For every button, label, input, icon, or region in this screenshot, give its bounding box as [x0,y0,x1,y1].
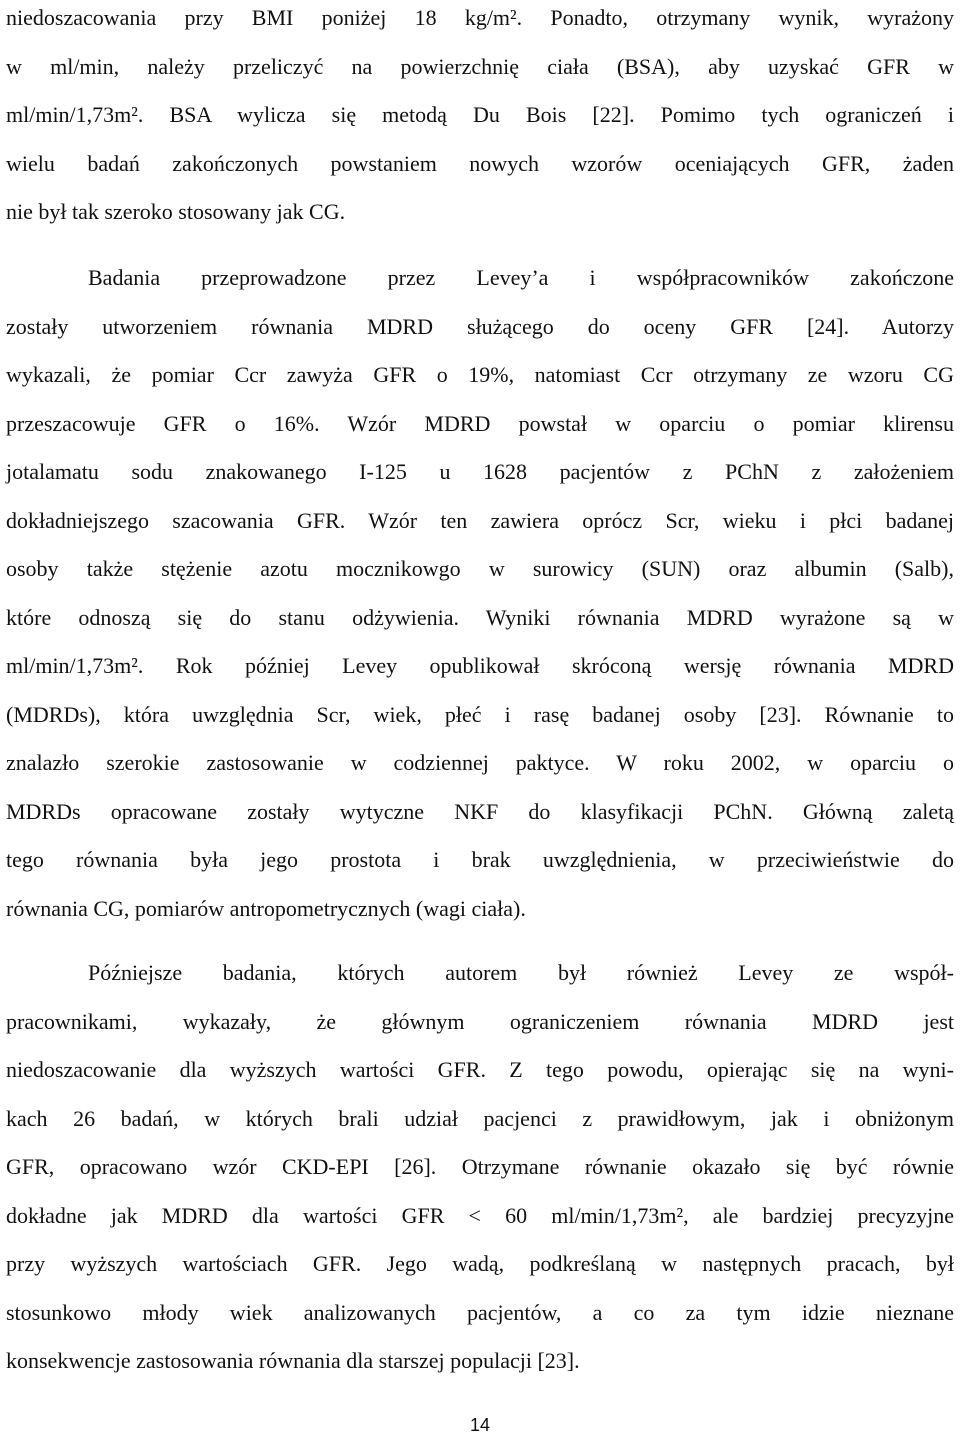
text-line: niedoszacowania przy BMI poniżej 18 kg/m². Ponadto, otrzymany wynik, wyrażony [6,5,954,30]
paragraph-3 [6,949,954,1386]
text-line: tego równania była jego prostota i brak uwzględnienia, w przeciwieństwie do [6,847,954,872]
page-number: 14 [469,1415,491,1435]
text-line: (MDRDs), która uwzględnia Scr, wiek, płeć i rasę badanej osoby [23]. Równanie to [6,701,954,727]
text-line: osoby także stężenie azotu mocznikowgo w surowicy (SUN) oraz albumin (Salb), [6,556,954,581]
text-line: wykazali, że pomiar Ccr zawyża GFR o 19%, natomiast Ccr otrzymany ze wzoru CG [6,362,954,387]
text-line: wielu badań zakończonych powstaniem nowych wzorów oceniających GFR, żaden [6,150,954,176]
text-line: stosunkowo młody wiek analizowanych pacjentów, a co za tym idzie nieznane [6,1299,954,1325]
text-line: dokładne jak MDRD dla wartości GFR < 60 ml/min/1,73m², ale bardziej precyzyjne [6,1202,954,1228]
text-line: GFR, opracowano wzór CKD-EPI [26]. Otrzymane równanie okazało się być równie [6,1154,954,1179]
text-line: dokładniejszego szacowania GFR. Wzór ten zawiera oprócz Scr, wieku i płci badanej [6,507,954,533]
paragraph-2 [6,254,954,933]
text-line: kach 26 badań, w których brali udział pacjenci z prawidłowym, jak i obniżonym [6,1105,954,1131]
text-line: które odnoszą się do stanu odżywienia. Wyniki równania MDRD wyrażone są w [6,604,954,630]
text-line: konsekwencje zastosowania równania dla starszej populacji [23]. [6,1348,580,1373]
text-line: pracownikami, wykazały, że głównym ograniczeniem równania MDRD jest [6,1008,954,1034]
text-line: MDRDs opracowane zostały wytyczne NKF do klasyfikacji PChN. Główną zaletą [6,798,954,824]
paragraph-1 [6,0,954,237]
text-line: równania CG, pomiarów antropometrycznych (wagi ciała). [6,895,526,921]
text-line: Badania przeprowadzone przez Levey’a i współpracowników zakończone [88,265,954,290]
text-line: zostały utworzeniem równania MDRD służącego do oceny GFR [24]. Autorzy [6,313,954,339]
text-line: ml/min/1,73m². BSA wylicza się metodą Du Bois [22]. Pomimo tych ograniczeń i [6,102,954,127]
text-line: znalazło szerokie zastosowanie w codziennej paktyce. W roku 2002, w oparciu o [6,750,954,775]
text-line: niedoszacowanie dla wyższych wartości GFR. Z tego powodu, opierając się na wyni- [6,1057,954,1082]
text-line: ml/min/1,73m². Rok później Levey opublikował skróconą wersję równania MDRD [6,653,954,678]
text-line: jotalamatu sodu znakowanego I-125 u 1628 pacjentów z PChN z założeniem [6,459,954,484]
text-line: nie był tak szeroko stosowany jak CG. [6,199,346,224]
text-line: w ml/min, należy przeliczyć na powierzchnię ciała (BSA), aby uzyskać GFR w [6,53,954,79]
text-line: przy wyższych wartościach GFR. Jego wadą, podkreślaną w następnych pracach, był [6,1251,954,1276]
text-line: Późniejsze badania, których autorem był również Levey ze współ- [88,960,954,985]
text-line: przeszacowuje GFR o 16%. Wzór MDRD powstał w oparciu o pomiar klirensu [6,410,954,436]
